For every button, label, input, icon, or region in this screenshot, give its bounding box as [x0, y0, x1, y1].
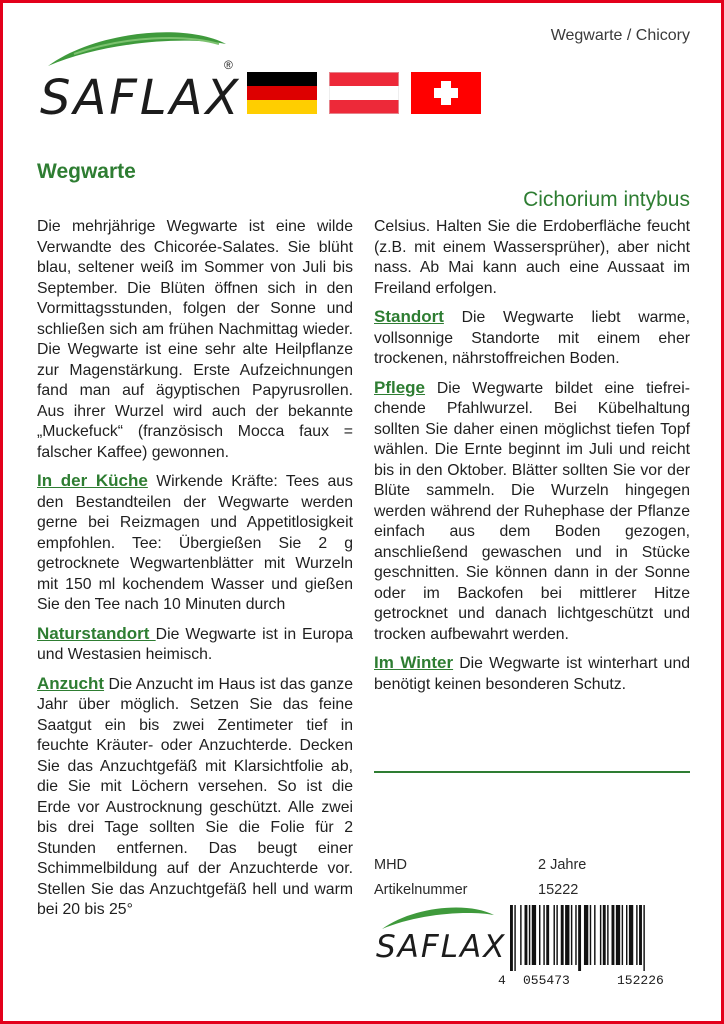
section-kueche	[37, 471, 353, 616]
barcode-bar	[622, 905, 623, 965]
barcode-bar	[510, 905, 513, 971]
barcode-bar	[514, 905, 515, 971]
section-pflege	[374, 378, 690, 646]
text-kueche: Wirkende Kräfte: Tees aus den Bestandteilen der Wegwarte werden gerne bei Reizmagen und Appetitlosigkeit empfohlen. Tee: Übergießen Sie 2 g getrocknete Wegwartenblätter mit Wurzeln mit 150 ml kochendem Wasser und gießen Sie den Tee nach 10 Minuten durch	[37, 473, 353, 613]
text-pflege: Die Wegwarte bildet eine tiefreichende Pfahlwurzel. Bei Kübelhaltung sollten Sie daher einen möglichst tiefen Topf wählen. Die Ernte beginnt im Juli und reicht bis in den Oktober. Blätter sollten Sie vor der Blüte sammeln. Die Wurzeln hingegen werden während der Ruhephase der Pflanze einfach aus dem Boden gezogen, anschließend gewaschen und in Stücke geschnitten. Sie können dann in der Sonne oder im Backofen bei mittlerer Hitze getrocknet und danach lichtgeschützt und trocken aufbewahrt werden.	[374, 379, 690, 643]
barcode-bar	[575, 905, 576, 965]
barcode-bar	[584, 905, 588, 965]
barcode-bar	[636, 905, 637, 965]
barcode-bar	[546, 905, 549, 965]
barcode-bar	[532, 905, 536, 965]
right-column	[374, 217, 690, 703]
barcode-bar	[643, 905, 644, 971]
austria-flag-icon	[329, 72, 399, 114]
divider-line	[374, 771, 690, 773]
saflax-logo-small	[372, 903, 507, 967]
mhd-value: 2 Jahre	[538, 857, 587, 873]
section-naturstandort	[37, 624, 353, 666]
barcode-bar	[554, 905, 555, 965]
heading-pflege: Pflege	[374, 377, 426, 397]
article-number-label: Artikelnummer	[374, 882, 468, 898]
barcode-bar	[571, 905, 572, 965]
barcode	[508, 905, 690, 971]
barcode-bar	[539, 905, 540, 965]
barcode-bar	[616, 905, 620, 965]
barcode-bar	[612, 905, 615, 965]
brand-wordmark-small: SAFLAX	[376, 929, 507, 965]
barcode-bar	[529, 905, 530, 965]
barcode-first-digit: 4	[498, 973, 506, 988]
barcode-left-group: 055473	[523, 973, 570, 988]
barcode-bar	[603, 905, 606, 965]
barcode-bar	[561, 905, 564, 965]
heading-naturstandort: Naturstandort	[37, 623, 156, 643]
anzucht-continued: Celsius. Halten Sie die Erdoberfläche feucht (z.B. mit einem Wassersprüher), aber nicht nass. Ab Mai kann auch eine Aussaat im Freiland erfolgen.	[374, 218, 690, 297]
barcode-bar	[590, 905, 591, 965]
intro-paragraph: Die mehrjährige Wegwarte ist eine wilde Verwandte des Chicorée-Salates. Sie blüht blau, seltener weiß im Sommer von Juli bis September. Die Blüten öffnen sich in den Vormittagsstunden, folgen der Sonne und schließen sich am frühen Nachmittag wieder. Die Wegwarte ist eine sehr alte Heilpflanze zur Magenstärkung. Erste Aufzeichnungen fand man auf ägyptischen Papyrusrollen. Aus ihrer Wurzel wird auch der bekannte „Muckefuck“ (französisch Mocca faux = falscher Kaffee) gewonnen.	[37, 218, 353, 461]
barcode-bar	[543, 905, 544, 965]
barcode-bar	[600, 905, 601, 965]
section-winter	[374, 653, 690, 695]
article-number-value: 15222	[538, 882, 579, 898]
brand-wordmark: SAFLAX	[40, 70, 242, 126]
barcode-bar	[520, 905, 521, 965]
text-anzucht: Die Anzucht im Haus ist das ganze Jahr über möglich. Setzen Sie das feine Saatgut ein bis zwei Zentimeter tief in feuchte Kräuter- oder Anzuchterde. Decken Sie das Anzuchtgefäß mit Klarsichtfolie ab, die Sie mit Löchern versehen. So ist die Erde vor Austrocknung geschützt. Alle zwei bis drei Tage sollten Sie die Folie für 2 Stunden entfernen. Das beugt einer Schimmelbildung auf der Anzuchterde vor. Stellen Sie das Anzuchtgefäß hell und warm bei 20 bis 25°	[37, 675, 353, 918]
switzerland-flag-icon	[411, 72, 481, 114]
barcode-right-group: 152226	[617, 973, 664, 988]
barcode-bar	[594, 905, 595, 965]
heading-kueche: In der Küche	[37, 471, 148, 490]
barcode-bar	[626, 905, 627, 965]
barcode-bar	[556, 905, 557, 965]
latin-name: Cichorium intybus	[523, 188, 690, 211]
germany-flag-icon	[247, 72, 317, 114]
text-winter: Die Wegwarte ist winterhart und benötigt keinen besonderen Schutz.	[374, 655, 691, 693]
heading-standort: Standort	[374, 307, 444, 326]
page-title: Wegwarte	[37, 160, 136, 183]
left-column	[37, 217, 353, 921]
registered-mark: ®	[224, 58, 233, 72]
barcode-bar	[607, 905, 608, 965]
text-naturstandort: Die Wegwarte ist in Europa und Westasien heimisch.	[37, 625, 353, 663]
heading-anzucht: Anzucht	[37, 673, 105, 693]
text-standort: Die Wegwarte liebt warme, vollsonnige Standorte mit einem eher trockenen, nährstoffreichen Boden.	[374, 309, 690, 367]
barcode-bar	[525, 905, 528, 965]
barcode-bar	[629, 905, 633, 965]
barcode-bar	[639, 905, 642, 965]
barcode-bar	[565, 905, 569, 965]
section-standort	[374, 307, 690, 370]
product-line: Wegwarte / Chicory	[550, 27, 690, 44]
mhd-label: MHD	[374, 857, 408, 873]
heading-winter: Im Winter	[374, 653, 454, 672]
barcode-bar	[578, 905, 581, 971]
saflax-logo	[34, 26, 242, 126]
section-anzucht	[37, 674, 353, 921]
